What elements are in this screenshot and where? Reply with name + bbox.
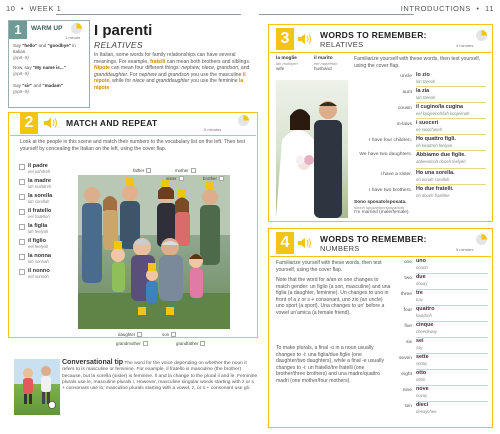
table-row: I have four children. Ho quattro figli. oh kwattroh feelyee (369, 136, 456, 148)
page-title: I parenti (94, 22, 153, 39)
checkbox[interactable] (19, 254, 25, 260)
label-daughter: daughter (118, 332, 142, 337)
clock-icon (238, 115, 249, 126)
table-row: aunt la zia lah tzeeah (402, 88, 436, 100)
label-grandfather: grandfather (176, 341, 205, 346)
table-row: in-laws i suoceri ee swochereh (396, 120, 443, 132)
table-row: one uno oonoh (403, 258, 428, 270)
left-page-number: 10 (6, 4, 16, 13)
section-4-number: 4 (276, 232, 294, 254)
right-section-name: INTRODUCTIONS (400, 4, 472, 13)
family-photo (78, 175, 230, 329)
numbers-note-1: Note that the word for a/an or one changes to match gender: un figlio (a son, masculine) and una figlia (a daughter, feminine). Un changes to uno in front of a z or s + consonant, uno zio (an uncle) uno sport (a sport). Una changes to un' before a vowel un'amica (a female friend). (276, 277, 391, 316)
table-row: five cinque cheenkway (404, 322, 437, 334)
match-time: 5 minutes (204, 127, 222, 132)
table-row: I have a sister. Ho una sorella. oh oonah sorellah (380, 170, 455, 182)
relatives-subtitle: RELATIVES (320, 40, 364, 49)
caption-husband: il marito eel mareetoh husband (314, 56, 338, 71)
list-item: la nonna lah nonnah (28, 253, 51, 264)
section-rule (270, 256, 491, 257)
numbers-subtitle: NUMBERS (320, 244, 360, 253)
table-row: uncle lo zio loh tzeeoh (400, 72, 436, 84)
row-divider (416, 150, 486, 151)
intro-paragraph: In Italian, some words for family relationships can have several meanings. For example, fratelli can mean both brothers and siblings. Nipote can mean four different things: nephew, niece, grandson, and granddaughter. For nephew and grandson you use the masculine il nipote, while for niece and granddaughter you use the feminine la nipote (94, 52, 251, 91)
warm-up-box (8, 20, 90, 108)
left-page-header: 10 • WEEK 1 (6, 4, 62, 13)
header-rule-right (259, 14, 414, 15)
checkbox[interactable] (200, 341, 205, 346)
row-divider (416, 118, 486, 119)
checkbox[interactable] (19, 194, 25, 200)
row-divider (416, 134, 486, 135)
table-row: six sei say (406, 338, 424, 350)
table-row: eight otto ottoh (401, 370, 427, 382)
warm-up-title: WARM UP (31, 25, 63, 32)
relatives-table (354, 72, 488, 204)
row-divider (416, 102, 486, 103)
checkbox[interactable] (191, 168, 196, 173)
label-brother: brother (203, 176, 224, 181)
checkbox[interactable] (179, 176, 184, 181)
children-illustration (14, 359, 60, 415)
list-item: il fratello eel fratelloh (28, 208, 51, 219)
page-subtitle: RELATIVES (94, 40, 143, 50)
numbers-instruction: Familiarize yourself with these words, then test yourself, using the cover flap. (276, 260, 382, 273)
checkbox[interactable] (146, 168, 151, 173)
right-page-number: 11 (485, 4, 494, 13)
list-item: la madre lah mahdreh (28, 178, 51, 189)
conversational-tip (62, 360, 258, 392)
tip-text: The word for the voice depending on whether the noun it refers to is masculine or feminine. For example, il fratello is masculine (the brother) because, but la sorella (sister) is feminine. Il and la change to the plural il and le. Feminine plurals use le, masculine plurals i. However, masculine singular words starting with z or s + consonant use lo; masculine plurals starting with a vowel, z, or s + consonant use gli. (62, 361, 258, 392)
checkbox[interactable] (19, 239, 25, 245)
relatives-title: WORDS TO REMEMBER: (320, 30, 427, 40)
table-row: We have two daughters. Abbiamo due figlie. abbeeamoh dooeh feelyeh (359, 152, 466, 164)
label-grandmother: grandmother (116, 341, 148, 346)
table-row: nine nove novay (402, 386, 429, 398)
speaker-icon[interactable] (298, 33, 314, 45)
checkbox[interactable] (19, 209, 25, 215)
caption-wife: la moglie lah mohlyeh wife (276, 56, 298, 71)
label-son: son (162, 332, 176, 337)
row-divider (416, 168, 486, 169)
list-item: il figlio eel feelyoh (28, 238, 48, 249)
table-row: two due dooay (404, 274, 428, 286)
list-item: il nonno eel nonnoh (28, 268, 50, 279)
table-row: cousin il cugino/la cugina eel koojeenoh/lah koojeenah (397, 104, 470, 116)
checkbox[interactable] (19, 269, 25, 275)
checkbox[interactable] (19, 164, 25, 170)
checkbox[interactable] (219, 176, 224, 181)
speaker-icon[interactable] (44, 117, 60, 129)
tip-photo (14, 359, 60, 415)
married-note: Sono sposato/sposata. sonoh spozahtoh/spozahtah I'm married (male/female). (354, 200, 410, 215)
section-2-number: 2 (20, 112, 38, 134)
checkbox[interactable] (19, 224, 25, 230)
clock-icon (476, 234, 487, 245)
list-item: il padre eel pahdreh (28, 163, 50, 174)
table-row: three tre tray (400, 290, 423, 302)
section-rule (270, 52, 491, 53)
checkbox[interactable] (143, 341, 148, 346)
section-3-number: 3 (276, 28, 294, 50)
table-row: seven sette settay (398, 354, 429, 366)
wedding-photo (276, 80, 348, 218)
checkbox[interactable] (171, 332, 176, 337)
label-sister: sister (166, 176, 184, 181)
header-rule-left (56, 14, 241, 15)
right-page-header: INTRODUCTIONS • 11 (400, 4, 494, 13)
warm-up-number: 1 (9, 21, 27, 39)
row-divider (416, 184, 486, 185)
family-vocab-list (28, 163, 78, 333)
list-item: la sorella lah sorellah (28, 193, 52, 204)
family-illustration (78, 175, 230, 329)
checkbox[interactable] (19, 179, 25, 185)
match-instruction: Look at the people in this scene and match their numbers to the vocabulary list on the left. Then test yourself by concealing the Italian on the left, using the cover flap. (20, 139, 246, 152)
relatives-instruction: Familiarize yourself with these words, then test yourself, using the cover flap. (354, 56, 481, 69)
table-row: ten dieci deeaychee (405, 402, 437, 414)
numbers-table (394, 258, 490, 426)
numbers-note-2: To make plurals, a final -o in a noun usually changes to -i: una figlia/due figlie (one daughter/two daughters), while a final -e usually changes to -i: un fratello/tre fratelli (one brother/three brothers) and una madre/quattro madri (one mother/four mothers). (276, 345, 384, 384)
numbers-time: 5 minutes (456, 247, 474, 252)
label-father: father (133, 168, 151, 173)
tip-title: Conversational tip (62, 359, 124, 366)
list-item: la figlia lah feelyah (28, 223, 48, 234)
match-title: MATCH AND REPEAT (66, 118, 158, 128)
section-rule (10, 135, 256, 136)
warm-up-time: 1 minute (65, 35, 81, 40)
clock-icon (476, 30, 487, 41)
row-divider (416, 86, 486, 87)
warm-up-line-3: Say "sir" and "madam" (pp8–9) (13, 83, 63, 94)
label-mother: mother (175, 168, 196, 173)
speaker-icon[interactable] (298, 237, 314, 249)
clock-icon (71, 23, 82, 34)
numbers-title: WORDS TO REMEMBER: (320, 234, 427, 244)
table-row: I have two brothers. Ho due fratelli. oh dooeh fratellee (369, 186, 454, 198)
warm-up-line-2: Now, say "My name is..." (pp8–9) (13, 65, 66, 76)
relatives-time: 4 minutes (456, 43, 474, 48)
warm-up-line-1: Say "hello" and "goodbye" in Italian. (pp8–9) (13, 43, 76, 60)
checkbox[interactable] (137, 332, 142, 337)
left-section-name: WEEK 1 (29, 4, 62, 13)
wedding-couple-illustration (276, 80, 348, 218)
table-row: four quattro kwattroh (403, 306, 435, 318)
